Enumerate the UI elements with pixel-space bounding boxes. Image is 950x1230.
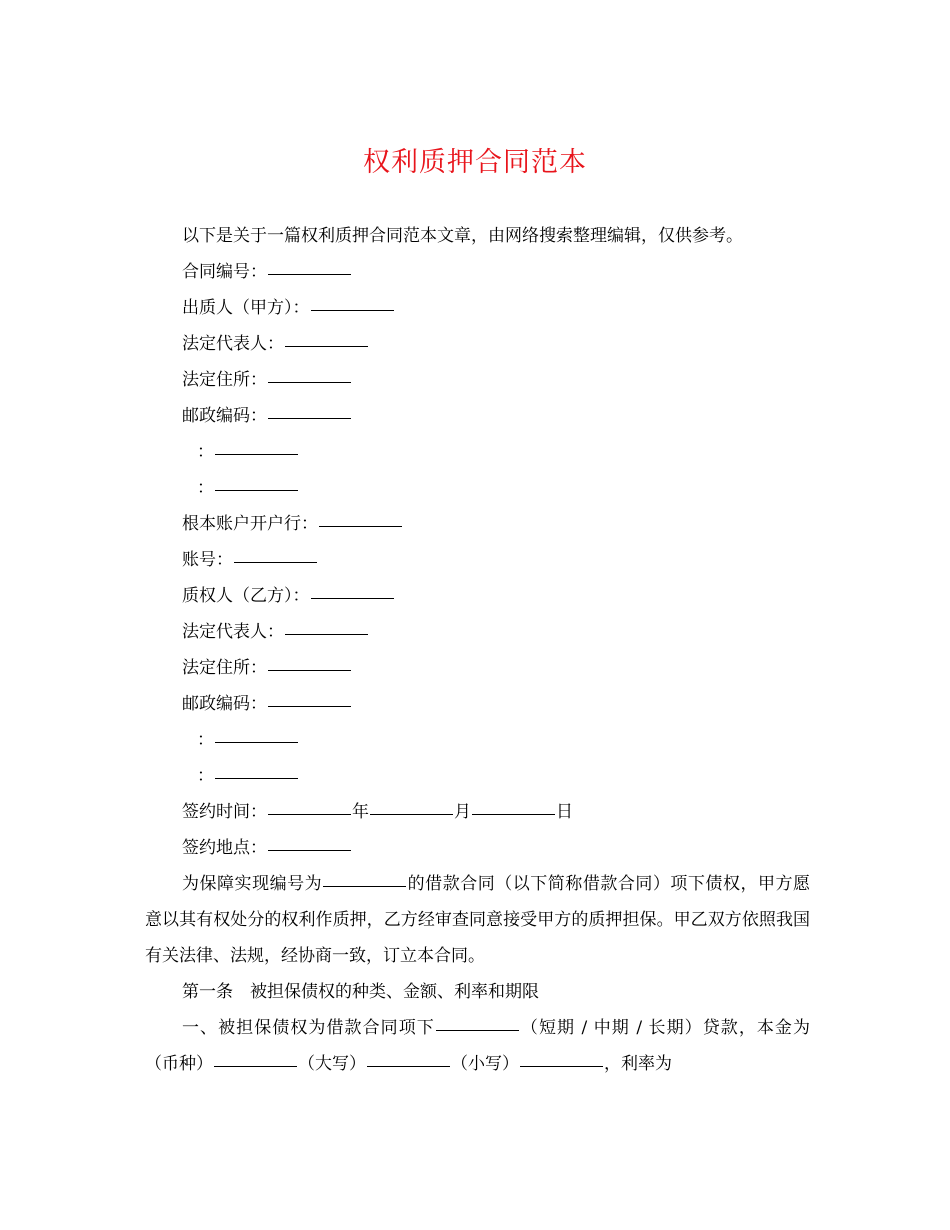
- blank-underline: [370, 813, 453, 815]
- field-label: 账号：: [182, 550, 233, 570]
- document-body: [145, 218, 810, 1082]
- pledgee-unnamed-line-2: [145, 758, 810, 794]
- field-label: 邮政编码：: [182, 694, 267, 714]
- field-label: 签约时间：: [182, 802, 267, 822]
- clause-text-d: （小写）: [451, 1054, 519, 1074]
- field-label: 法定代表人：: [182, 622, 284, 642]
- clause-text-a: 一、被担保债权为借款合同项下: [182, 1018, 435, 1038]
- clause-text-e: ，利率为: [604, 1054, 672, 1074]
- field-label: 法定住所：: [182, 370, 267, 390]
- intro-paragraph: 以下是关于一篇权利质押合同范本文章，由网络搜索整理编辑，仅供参考。: [182, 226, 743, 246]
- pledgor-postcode-line: [145, 398, 810, 434]
- field-label: 法定住所：: [182, 658, 267, 678]
- field-label: 签约地点：: [182, 838, 267, 858]
- blank-underline: [214, 1065, 297, 1067]
- field-label: 出质人（甲方）：: [182, 298, 310, 318]
- blank-underline: [285, 345, 368, 347]
- day-label: 日: [556, 802, 573, 822]
- preamble-text-a: 为保障实现编号为: [182, 874, 323, 894]
- field-label: 邮政编码：: [182, 406, 267, 426]
- blank-underline: [311, 597, 394, 599]
- field-label: 合同编号：: [182, 262, 267, 282]
- blank-underline: [268, 813, 351, 815]
- pledgee-postcode-line: [145, 686, 810, 722]
- pledgor-bank-line: [145, 506, 810, 542]
- blank-underline: [215, 741, 298, 743]
- field-label: ：: [197, 478, 214, 498]
- field-label: 质权人（乙方）：: [182, 586, 310, 606]
- blank-underline: [268, 273, 351, 275]
- clause-1-paragraph: [145, 1010, 810, 1082]
- blank-underline: [285, 633, 368, 635]
- blank-underline: [268, 381, 351, 383]
- field-label: 根本账户开户行：: [182, 514, 318, 534]
- blank-underline: [268, 669, 351, 671]
- sign-place-line: [145, 830, 810, 866]
- blank-underline: [323, 885, 406, 887]
- sign-time-line: [145, 794, 810, 830]
- month-label: 月: [454, 802, 471, 822]
- pledgor-rep-line: [145, 326, 810, 362]
- pledgee-rep-line: [145, 614, 810, 650]
- blank-underline: [215, 489, 298, 491]
- blank-underline: [319, 525, 402, 527]
- blank-underline: [311, 309, 394, 311]
- pledgee-unnamed-line-1: [145, 722, 810, 758]
- field-label: ：: [197, 766, 214, 786]
- field-label: ：: [197, 730, 214, 750]
- clause-text-b: （短期 / 中期 / 长期）贷款，本金为（币种）: [145, 1018, 810, 1074]
- pledgor-unnamed-line-2: [145, 470, 810, 506]
- blank-underline: [268, 417, 351, 419]
- pledgee-address-line: [145, 650, 810, 686]
- blank-underline: [234, 561, 317, 563]
- pledgee-line: [145, 578, 810, 614]
- preamble-paragraph: [145, 866, 810, 974]
- article-1-heading: 第一条 被担保债权的种类、金额、利率和期限: [182, 982, 539, 1002]
- blank-underline: [472, 813, 555, 815]
- pledgor-unnamed-line-1: [145, 434, 810, 470]
- blank-underline: [215, 777, 298, 779]
- blank-underline: [268, 705, 351, 707]
- blank-underline: [436, 1029, 519, 1031]
- pledgor-line: [145, 290, 810, 326]
- document-title: 权利质押合同范本: [363, 147, 587, 178]
- blank-underline: [520, 1065, 603, 1067]
- year-label: 年: [352, 802, 369, 822]
- pledgor-account-line: [145, 542, 810, 578]
- field-label: 法定代表人：: [182, 334, 284, 354]
- preamble-text-b: 的借款合同（以下简称借款合同）项下债权，甲方愿意以其有权处分的权利作质押，乙方经审查同意接受甲方的质押担保。甲乙双方依照我国有关法律、法规，经协商一致，订立本合同。: [145, 874, 811, 966]
- blank-underline: [268, 849, 351, 851]
- field-label: ：: [197, 442, 214, 462]
- contract-number-line: [145, 254, 810, 290]
- blank-underline: [215, 453, 298, 455]
- blank-underline: [367, 1065, 450, 1067]
- pledgor-address-line: [145, 362, 810, 398]
- clause-text-c: （大写）: [298, 1054, 366, 1074]
